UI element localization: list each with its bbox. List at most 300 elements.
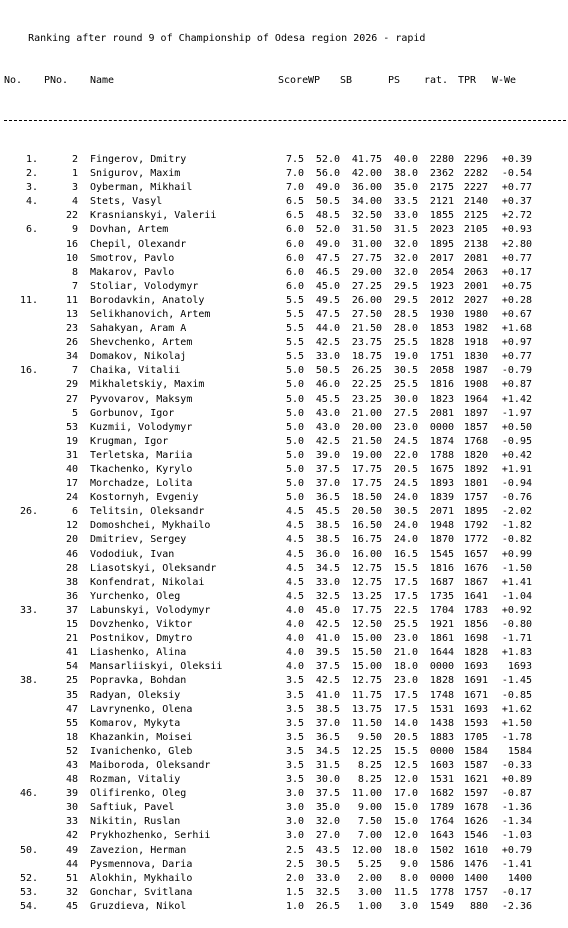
cell-rat: 1682 [429,788,454,800]
cell-score: 3.5 [285,759,304,771]
cell-tpr: 1964 [463,393,488,405]
cell-wp: 37.5 [315,464,340,475]
table-row [4,477,568,491]
cell-rat: 1531 [429,774,454,786]
cell-wwe: +1.68 [501,323,532,335]
cell-sb: 32.50 [351,210,382,222]
cell-sb: 41.75 [351,153,382,165]
cell-wwe: +0.77 [501,252,532,264]
cell-ps: 12.0 [393,830,418,842]
table-row [4,773,568,787]
cell-wwe: 1693 [507,661,532,673]
cell-name: Mikhaletskiy, Maxim [90,379,205,391]
cell-rat: 1675 [429,464,454,475]
cell-wp: 47.5 [315,308,340,320]
cell-score: 4.5 [285,548,304,560]
cell-sb: 13.75 [351,703,382,715]
cell-wwe: +0.93 [501,224,532,236]
cell-sb: 12.75 [351,576,382,588]
cell-sb: 12.75 [351,675,382,687]
table-row [4,252,568,266]
cell-name: Pyvovarov, Maksym [90,393,193,405]
cell-wwe: -1.78 [501,731,532,743]
cell-rat: 2121 [429,196,454,208]
cell-wp: 33.0 [315,872,340,884]
cell-wwe: -0.80 [501,619,532,631]
cell-sb: 7.50 [357,816,382,828]
cell-name: Gorbunov, Igor [90,407,175,419]
cell-rat: 1883 [429,731,454,743]
cell-name: Makarov, Pavlo [90,266,175,278]
cell-rat: 2175 [429,182,454,194]
cell-tpr: 1698 [463,633,488,645]
header-pno: PNo. [44,75,69,87]
table-row [4,209,568,223]
cell-wp: 46.5 [315,266,340,278]
cell-wwe: -2.36 [501,900,532,912]
ranking-table-body [4,153,568,914]
cell-tpr: 2296 [463,153,488,165]
cell-wwe: 1584 [507,745,532,757]
cell-rat: 2023 [429,224,454,236]
cell-wp: 32.0 [315,816,340,828]
cell-no: 1. [25,153,38,165]
table-row [4,548,568,562]
header-name: Name [90,75,115,87]
cell-wp: 42.5 [315,435,340,447]
cell-wwe: -0.33 [501,759,532,771]
cell-ps: 20.5 [393,464,418,475]
cell-tpr: 2081 [463,252,488,264]
cell-name: Prykhozhenko, Serhii [90,830,211,842]
table-row [4,844,568,858]
cell-wwe: -1.45 [501,675,532,687]
cell-score: 4.0 [285,619,304,631]
cell-wp: 41.0 [315,689,340,701]
cell-sb: 21.00 [351,407,382,419]
cell-sb: 8.25 [357,774,382,786]
cell-wwe: +0.87 [501,379,532,391]
cell-ps: 19.0 [393,351,418,363]
cell-ps: 28.5 [393,308,418,320]
cell-wp: 26.5 [315,900,340,912]
cell-wwe: -0.76 [501,492,532,504]
cell-wwe: +1.91 [501,464,532,475]
cell-wwe: -1.97 [501,407,532,419]
cell-wp: 37.0 [315,717,340,729]
cell-name: Ivanichenko, Gleb [90,745,193,757]
cell-rat: 1644 [429,647,454,659]
cell-name: Komarov, Mykyta [90,717,181,729]
cell-score: 4.5 [285,534,304,546]
cell-sb: 12.25 [351,745,382,757]
cell-sb: 9.00 [357,802,382,814]
cell-wp: 43.0 [315,421,340,433]
cell-score: 2.0 [285,872,304,884]
cell-score: 6.0 [285,238,304,250]
cell-name: Liashenko, Alina [90,647,187,659]
cell-score: 3.5 [285,745,304,757]
cell-pno: 25 [65,675,78,687]
cell-rat: 1603 [429,759,454,771]
cell-ps: 17.5 [393,689,418,701]
cell-wwe: +0.42 [501,449,532,461]
cell-pno: 45 [65,900,78,912]
cell-no: 50. [19,844,38,856]
cell-rat: 1643 [429,830,454,842]
table-row [4,872,568,886]
cell-score: 5.5 [285,323,304,335]
cell-wp: 42.5 [315,619,340,631]
cell-pno: 49 [65,844,78,856]
cell-wwe: +2.80 [501,238,532,250]
cell-ps: 12.5 [393,759,418,771]
cell-wwe: +1.41 [501,576,532,588]
cell-pno: 20 [65,534,78,546]
cell-wp: 37.0 [315,478,340,490]
cell-wwe: +0.99 [501,548,532,560]
cell-no: 6. [25,224,38,236]
cell-tpr: 1908 [463,379,488,391]
cell-sb: 31.00 [351,238,382,250]
cell-rat: 1687 [429,576,454,588]
cell-ps: 25.5 [393,337,418,349]
cell-name: Pysmennova, Daria [90,858,193,870]
cell-no: 54. [19,900,38,912]
cell-sb: 15.00 [351,633,382,645]
cell-tpr: 1757 [463,886,488,898]
cell-rat: 1921 [429,619,454,631]
cell-tpr: 1657 [463,548,488,560]
cell-sb: 3.00 [357,886,382,898]
cell-pno: 21 [65,633,78,645]
cell-score: 4.5 [285,562,304,574]
cell-score: 5.5 [285,337,304,349]
cell-score: 6.5 [285,210,304,222]
cell-name: Kuzmii, Volodymyr [90,421,193,433]
cell-rat: 2058 [429,365,454,377]
cell-no: 16. [19,365,38,377]
cell-sb: 26.00 [351,294,382,306]
cell-name: Shevchenko, Artem [90,337,193,349]
cell-score: 7.5 [285,153,304,165]
cell-pno: 3 [71,182,78,194]
cell-pno: 8 [71,266,78,278]
cell-name: Zavezion, Herman [90,844,187,856]
cell-wp: 45.0 [315,280,340,292]
table-row [4,886,568,900]
cell-pno: 18 [65,731,78,743]
cell-name: Snigurov, Maxim [90,168,181,180]
cell-pno: 46 [65,548,78,560]
cell-score: 7.0 [285,168,304,180]
cell-wp: 39.0 [315,449,340,461]
table-row [4,195,568,209]
header-no: No. [4,75,23,87]
cell-ps: 23.0 [393,421,418,433]
cell-pno: 40 [65,464,78,475]
cell-wwe: +0.97 [501,337,532,349]
cell-ps: 24.0 [393,492,418,504]
cell-wp: 56.0 [315,168,340,180]
cell-sb: 12.50 [351,619,382,631]
cell-wp: 52.0 [315,224,340,236]
cell-sb: 1.00 [357,900,382,912]
cell-wp: 37.5 [315,661,340,673]
cell-tpr: 1593 [463,717,488,729]
table-row [4,322,568,336]
cell-name: Morchadze, Lolita [90,478,193,490]
cell-tpr: 2063 [463,266,488,278]
cell-ps: 32.0 [393,238,418,250]
cell-tpr: 1757 [463,492,488,504]
table-row [4,604,568,618]
cell-pno: 4 [71,196,78,208]
table-row [4,223,568,237]
cell-rat: 2054 [429,266,454,278]
cell-score: 6.0 [285,252,304,264]
cell-sb: 34.00 [351,196,382,208]
cell-rat: 1853 [429,323,454,335]
cell-wwe: -1.50 [501,562,532,574]
cell-score: 5.0 [285,492,304,504]
cell-wwe: -0.87 [501,788,532,800]
cell-tpr: 1610 [463,844,488,856]
cell-ps: 28.0 [393,323,418,335]
cell-tpr: 1546 [463,830,488,842]
table-row [4,731,568,745]
cell-ps: 9.0 [399,858,418,870]
cell-score: 3.0 [285,830,304,842]
cell-name: Rozman, Vitaliy [90,774,181,786]
table-row [4,407,568,421]
cell-name: Konfendrat, Nikolai [90,576,205,588]
cell-tpr: 1691 [463,675,488,687]
cell-ps: 14.0 [393,717,418,729]
cell-score: 5.0 [285,379,304,391]
cell-name: Domakov, Nikolaj [90,351,187,363]
cell-ps: 29.5 [393,280,418,292]
cell-rat: 2017 [429,252,454,264]
header-separator [4,117,568,125]
cell-tpr: 1705 [463,731,488,743]
cell-sb: 31.50 [351,224,382,236]
cell-ps: 18.0 [393,661,418,673]
cell-ps: 25.5 [393,619,418,631]
cell-tpr: 2027 [463,294,488,306]
cell-tpr: 1587 [463,759,488,771]
cell-rat: 1502 [429,844,454,856]
cell-wwe: +0.75 [501,280,532,292]
cell-tpr: 1626 [463,816,488,828]
cell-sb: 20.00 [351,421,382,433]
cell-tpr: 1768 [463,435,488,447]
cell-pno: 42 [65,830,78,842]
cell-pno: 41 [65,647,78,659]
cell-ps: 24.5 [393,478,418,490]
cell-sb: 19.00 [351,449,382,461]
table-row [4,378,568,392]
cell-wp: 41.0 [315,633,340,645]
cell-ps: 33.0 [393,210,418,222]
cell-wwe: +0.92 [501,604,532,616]
cell-sb: 21.50 [351,435,382,447]
cell-score: 5.0 [285,393,304,405]
cell-pno: 23 [65,323,78,335]
table-row [4,858,568,872]
cell-name: Radyan, Oleksiy [90,689,181,701]
cell-rat: 1789 [429,802,454,814]
cell-name: Olifirenko, Oleg [90,788,187,800]
cell-rat: 1816 [429,379,454,391]
cell-ps: 3.0 [399,900,418,912]
cell-score: 4.0 [285,647,304,659]
cell-pno: 13 [65,308,78,320]
cell-pno: 10 [65,252,78,264]
table-row [4,364,568,378]
cell-score: 4.0 [285,604,304,616]
cell-wp: 27.0 [315,830,340,842]
cell-no: 46. [19,788,38,800]
cell-ps: 15.5 [393,745,418,757]
cell-ps: 17.5 [393,590,418,602]
cell-ps: 24.5 [393,435,418,447]
table-row [4,393,568,407]
cell-tpr: 1895 [463,506,488,518]
cell-rat: 1751 [429,351,454,363]
cell-pno: 1 [71,168,78,180]
cell-pno: 48 [65,774,78,786]
cell-ps: 35.0 [393,182,418,194]
cell-pno: 33 [65,816,78,828]
cell-name: Fingerov, Dmitry [90,153,187,165]
table-row [4,463,568,477]
table-row [4,167,568,181]
cell-tpr: 1641 [463,590,488,602]
table-row [4,435,568,449]
cell-name: Stets, Vasyl [90,196,163,208]
table-row [4,491,568,505]
cell-score: 5.0 [285,449,304,461]
cell-name: Gruzdieva, Nikol [90,900,187,912]
cell-pno: 36 [65,590,78,602]
table-row [4,717,568,731]
cell-sb: 5.25 [357,858,382,870]
cell-rat: 2012 [429,294,454,306]
cell-wwe: +0.67 [501,308,532,320]
cell-sb: 23.75 [351,337,382,349]
cell-wp: 31.5 [315,759,340,771]
cell-ps: 40.0 [393,153,418,165]
cell-rat: 1861 [429,633,454,645]
cell-wp: 32.5 [315,886,340,898]
cell-rat: 1839 [429,492,454,504]
cell-pno: 17 [65,478,78,490]
cell-ps: 24.0 [393,520,418,532]
cell-ps: 11.5 [393,886,418,898]
cell-ps: 15.0 [393,802,418,814]
cell-wp: 46.0 [315,379,340,391]
table-row [4,294,568,308]
cell-pno: 24 [65,492,78,504]
cell-sb: 8.25 [357,759,382,771]
cell-sb: 18.75 [351,351,382,363]
cell-score: 5.0 [285,435,304,447]
cell-wp: 33.0 [315,576,340,588]
cell-name: Smotrov, Pavlo [90,252,175,264]
cell-name: Lavrynenko, Olena [90,703,193,715]
cell-tpr: 2138 [463,238,488,250]
cell-tpr: 1856 [463,619,488,631]
cell-no: 26. [19,506,38,518]
cell-ps: 24.0 [393,534,418,546]
cell-wp: 50.5 [315,365,340,377]
cell-ps: 15.0 [393,816,418,828]
cell-score: 5.0 [285,464,304,475]
cell-score: 5.5 [285,308,304,320]
cell-sb: 20.50 [351,506,382,518]
table-row [4,153,568,167]
cell-sb: 26.25 [351,365,382,377]
cell-pno: 44 [65,858,78,870]
cell-wwe: -0.17 [501,886,532,898]
cell-tpr: 1828 [463,647,488,659]
cell-wp: 45.5 [315,506,340,518]
cell-wp: 36.5 [315,731,340,743]
table-header [4,74,568,88]
cell-rat: 1438 [429,717,454,729]
cell-score: 3.0 [285,788,304,800]
cell-rat: 1923 [429,280,454,292]
cell-name: Liasotskyi, Oleksandr [90,562,217,574]
cell-wwe: +0.50 [501,421,532,433]
cell-name: Borodavkin, Anatoly [90,294,205,306]
cell-wp: 43.5 [315,844,340,856]
cell-rat: 0000 [429,872,454,884]
cell-name: Vododiuk, Ivan [90,548,175,560]
cell-score: 7.0 [285,182,304,194]
cell-pno: 39 [65,788,78,800]
cell-score: 5.5 [285,294,304,306]
cell-wp: 45.0 [315,604,340,616]
cell-rat: 1531 [429,703,454,715]
cell-no: 52. [19,872,38,884]
cell-wp: 49.0 [315,238,340,250]
cell-wp: 52.0 [315,153,340,165]
cell-tpr: 1980 [463,308,488,320]
cell-wwe: +1.62 [501,703,532,715]
cell-ps: 16.5 [393,548,418,560]
table-row [4,646,568,660]
cell-name: Saftiuk, Pavel [90,802,175,814]
document-title: Ranking after round 9 of Championship of Odesa region 2026 - rapid [28,33,426,45]
cell-name: Krasnianskyi, Valerii [90,210,217,222]
cell-sb: 36.00 [351,182,382,194]
cell-wwe: +0.17 [501,266,532,278]
cell-ps: 17.0 [393,788,418,800]
cell-name: Domoshchei, Mykhailo [90,520,211,532]
cell-sb: 42.00 [351,168,382,180]
cell-name: Postnikov, Dmytro [90,633,193,645]
cell-rat: 1704 [429,604,454,616]
cell-ps: 31.5 [393,224,418,236]
cell-ps: 30.5 [393,365,418,377]
table-row [4,449,568,463]
table-row [4,519,568,533]
cell-wwe: -1.34 [501,816,532,828]
table-row [4,801,568,815]
cell-wwe: +1.42 [501,393,532,405]
